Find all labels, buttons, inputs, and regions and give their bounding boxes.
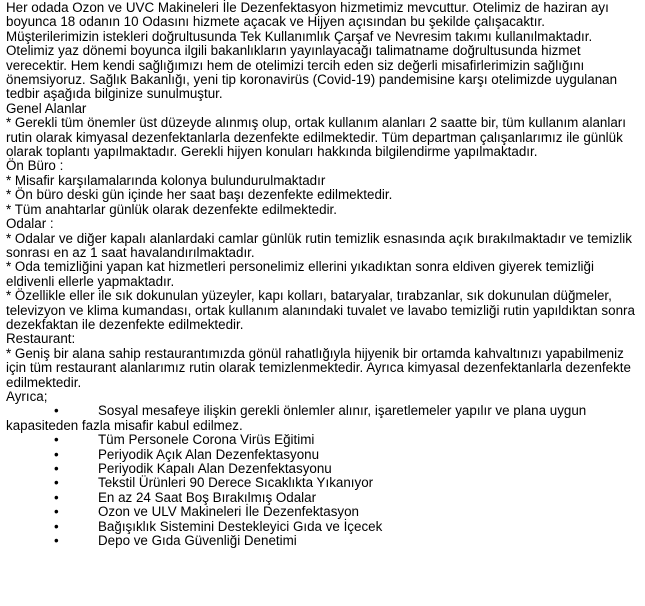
document-body bbox=[6, 1, 638, 548]
bullet-icon: • bbox=[54, 475, 59, 491]
heading-genel-alanlar: Genel Alanlar bbox=[6, 100, 87, 116]
list-item bbox=[6, 534, 638, 548]
bullet-icon: • bbox=[54, 533, 59, 549]
heading-odalar: Odalar : bbox=[6, 216, 54, 232]
odalar-item-3: * Özellikle eller ile sık dokunulan yüzeyler, kapı kolları, bataryalar, tırabzanlar, sık dokunulan düğmeler, televizyon ve klima kumandası, ortak kullanım alanındaki tuvalet ve lavabo temizliği rutin yapıldıktan sonra dezekfaktan ile dezenfekte edilmektedir. bbox=[6, 288, 635, 332]
list-item bbox=[6, 462, 638, 476]
list-item bbox=[6, 433, 638, 447]
bullet-text-line1: Sosyal mesafeye ilişkin gerekli önlemler alınır, işaretlemeler yapılır ve plana uygun bbox=[98, 403, 587, 419]
restaurant-text: * Geniş bir alana sahip restaurantımızda gönül rahatlığıyla hijyenik bir ortamda kahvaltınızı yapabilmeniz için tüm restaurant alanlarımız rutin olarak temizlenmektedir. Ayrıca kimyasal dezenfektanlarla dezenfekte edilmektedir. bbox=[6, 345, 631, 390]
genel-alanlar-text: * Gerekli tüm önemler üst düzeyde alınmış olup, ortak kullanım alanları 2 saatte bir, tüm kullanım alanları rutin olarak kimyasal dezenfektanlarla dezenfekte edilmektedir. Tüm departman çalışanlarımız ile günlük olarak toplantı yapılmaktadır. Gerekli hijyen konuları hakkında bilgilendirme yapılmaktadır. bbox=[6, 115, 626, 160]
bullet-icon: • bbox=[54, 432, 59, 448]
list-item-text: Periyodik Kapalı Alan Dezenfektasyonu bbox=[98, 461, 332, 476]
list-item-text: Ozon ve ULV Makineleri İle Dezenfektasyon bbox=[98, 504, 359, 520]
heading-ayrica: Ayrıca; bbox=[6, 388, 48, 404]
odalar-item-2: * Oda temizliğini yapan kat hizmetleri personelimiz ellerini yıkadıktan sonra eldiven giyerek temizliği eldivenli ellerle yapmaktadır. bbox=[6, 259, 594, 289]
bullet-item-social-distance bbox=[6, 404, 638, 433]
bullet-text-continuation: kapasiteden fazla misafir kabul edilmez. bbox=[6, 417, 243, 433]
list-item bbox=[6, 491, 638, 505]
bullet-icon: • bbox=[54, 403, 59, 419]
heading-restaurant: Restaurant: bbox=[6, 331, 76, 347]
list-item-text: En az 24 Saat Boş Bırakılmış Odalar bbox=[98, 489, 317, 505]
on-buro-item-2: * Ön büro deski gün içinde her saat başı dezenfekte edilmektedir. bbox=[6, 187, 393, 203]
intro-paragraph: Her odada Ozon ve UVC Makineleri İle Dezenfektasyon hizmetimiz mevcuttur. Otelimiz de haziran ayı boyunca 18 odanın 10 Odasını hizmete açacak ve Hijyen açısından bu şekilde çalışacaktır. Müşterilerimizin istekleri doğrultusunda Tek Kullanımlık Çarşaf ve Nevresim takımı kullanılmaktadır. Otelimiz yaz dönemi boyunca ilgili bakanlıkların yayınlayacağı talimatname doğrultusunda hizmet verecektir. Hem kendi sağlığımızı hem de otelimizi tercih eden siz değerli misafirlerimizin sağlığını önemsiyoruz. Sağlık Bakanlığı, yeni tip koronavirüs (Covid-19) pandemisine karşı otelimizde uygulanan tedbir aşağıda bilginize sunulmuştur. bbox=[6, 0, 618, 102]
on-buro-item-3: * Tüm anahtarlar günlük olarak dezenfekte edilmektedir. bbox=[6, 201, 337, 217]
bullet-icon: • bbox=[54, 489, 59, 505]
list-item-text: Tüm Personele Corona Virüs Eğitimi bbox=[98, 432, 315, 448]
list-item bbox=[6, 476, 638, 490]
bullet-icon: • bbox=[54, 446, 59, 462]
bullet-icon: • bbox=[54, 518, 59, 534]
list-item-text: Bağışıklık Sistemini Destekleyici Gıda ve İçecek bbox=[98, 518, 383, 534]
on-buro-item-1: * Misafir karşılamalarında kolonya bulundurulmaktadır bbox=[6, 172, 326, 188]
list-item-text: Depo ve Gıda Güvenliği Denetimi bbox=[98, 533, 297, 549]
bullet-icon: • bbox=[54, 461, 59, 476]
list-item bbox=[6, 448, 638, 462]
odalar-item-1: * Odalar ve diğer kapalı alanlardaki camlar günlük rutin temizlik esnasında açık bırakılmaktadır ve temizlik sonrası en az 1 saat havalandırılmaktadır. bbox=[6, 230, 632, 260]
list-item-text: Tekstil Ürünleri 90 Derece Sıcaklıkta Yıkanıyor bbox=[98, 475, 374, 491]
list-item-text: Periyodik Açık Alan Dezenfektasyonu bbox=[98, 446, 320, 462]
measures-bullet-list bbox=[6, 433, 638, 548]
heading-on-buro: Ön Büro : bbox=[6, 158, 64, 174]
list-item bbox=[6, 520, 638, 534]
bullet-icon: • bbox=[54, 504, 59, 520]
list-item bbox=[6, 505, 638, 519]
